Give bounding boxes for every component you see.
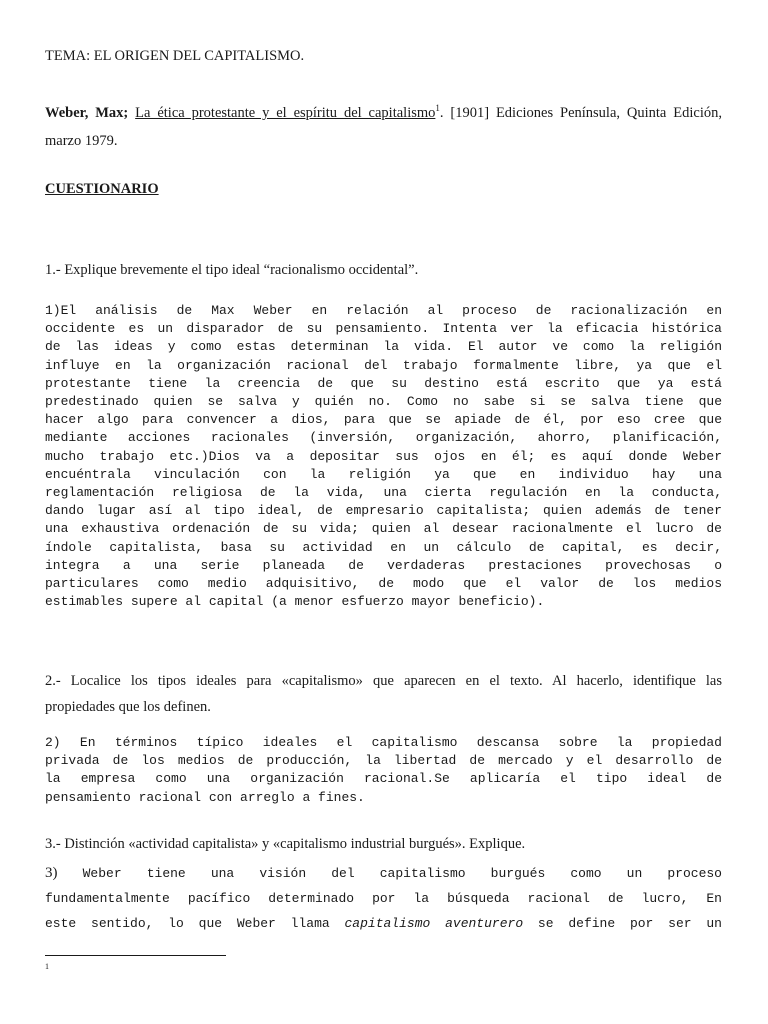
citation-line-2: marzo 1979. <box>45 133 118 149</box>
answer-1-line: reglamentación religiosa de la vida, una cierta regulación en la conducta, <box>45 485 722 501</box>
answer-2-line: privada de los medios de producción, la libertad de mercado y el desarrollo de <box>45 753 722 769</box>
answer-1 <box>45 302 722 611</box>
answer-1-line: particulares como medio adquisitivo, de modo que el valor de los medios <box>45 576 722 592</box>
citation-publisher: . [1901] Ediciones Península, Quinta Edición, <box>439 105 722 121</box>
document-topic: TEMA: EL ORIGEN DEL CAPITALISMO. <box>45 48 305 64</box>
question-2 <box>45 668 722 720</box>
answer-1-line: integra a una serie planeada de verdaderas prestaciones provechosas o <box>45 557 722 573</box>
answer-3-line-1-text: Weber tiene una visión del capitalismo burgués como un proceso <box>82 866 722 881</box>
answer-1-line: índole capitalista, basa su actividad en un cálculo de capital, es decir, <box>45 539 722 555</box>
answer-1-line: dando lugar así al tipo ideal, de empresario capitalista; quien además de tener <box>45 503 722 519</box>
answer-1-line: mucho trabajo etc.)Dios va a depositar sus ojos en él; es aquí donde Weber <box>45 448 722 464</box>
citation-line-1 <box>45 99 722 127</box>
answer-1-line: predestinado quien se salva y quién no. Como no sabe si se salva tiene que <box>45 394 722 410</box>
answer-1-line: occidente es un disparador de su pensamiento. Intenta ver la eficacia histórica <box>45 321 722 337</box>
answer-2-line: pensamiento racional con arreglo a fines. <box>45 789 365 805</box>
question-3: 3.- Distinción «actividad capitalista» y «capitalismo industrial burgués». Explique. <box>45 836 526 852</box>
footnote-number: 1 <box>45 962 49 971</box>
answer-3-line-2: fundamentalmente pacífico determinado por la búsqueda racional de lucro, En <box>45 891 722 906</box>
answer-3-line-1 <box>45 861 722 886</box>
answer-2-line: 2) En términos típico ideales el capitalismo descansa sobre la propiedad <box>45 735 722 750</box>
answer-3 <box>45 861 722 936</box>
answer-3-line-3-pre: este sentido, lo que Weber llama <box>45 916 345 931</box>
answer-1-line: protestante tiene la creencia de que su destino está escrito que ya está <box>45 375 722 391</box>
citation-book-title: La ética protestante y el espíritu del capitalismo <box>135 105 436 121</box>
footnote-reference: 1 <box>435 103 440 114</box>
answer-2-line: la empresa como una organización racional.Se aplicaría el tipo ideal de <box>45 771 722 787</box>
answer-1-line: de las ideas y como estas determinan la vida. El autor ve como la religión <box>45 339 722 355</box>
footnote-separator <box>45 955 226 956</box>
answer-1-line: una exhaustiva ordenación de su vida; quien al desear racionalmente el lucro de <box>45 521 722 537</box>
answer-3-line-3-post: se define por ser un <box>523 916 722 931</box>
answer-3-number: 3) <box>45 865 58 881</box>
question-2-line-2: propiedades que los definen. <box>45 699 211 715</box>
question-1: 1.- Explique brevemente el tipo ideal “racionalismo occidental”. <box>45 262 419 278</box>
citation-author: Weber, Max; <box>45 105 129 121</box>
section-title: CUESTIONARIO <box>45 181 159 197</box>
answer-2 <box>45 734 722 807</box>
answer-1-line: estimables supere al capital (a menor esfuerzo mayor beneficio). <box>45 594 545 610</box>
bibliographic-citation <box>45 99 722 155</box>
question-2-line-1: 2.- Localice los tipos ideales para «capitalismo» que aparecen en el texto. Al hacerlo, identifique las <box>45 673 722 689</box>
answer-1-line: hacer algo para convencer a dios, para que se apiade de él, por eso cree que <box>45 412 722 428</box>
answer-1-line: influye en la organización racional del trabajo formalmente libre, ya que el <box>45 357 722 373</box>
answer-3-line-3 <box>45 911 722 936</box>
answer-1-line: encuéntrala vinculación con la religión ya que en individuo hay una <box>45 466 722 482</box>
answer-3-emphasis: capitalismo aventurero <box>344 916 524 931</box>
answer-1-line: mediante acciones racionales (inversión, organización, ahorro, planificación, <box>45 430 722 446</box>
answer-1-line: 1)El análisis de Max Weber en relación al proceso de racionalización en <box>45 303 722 318</box>
